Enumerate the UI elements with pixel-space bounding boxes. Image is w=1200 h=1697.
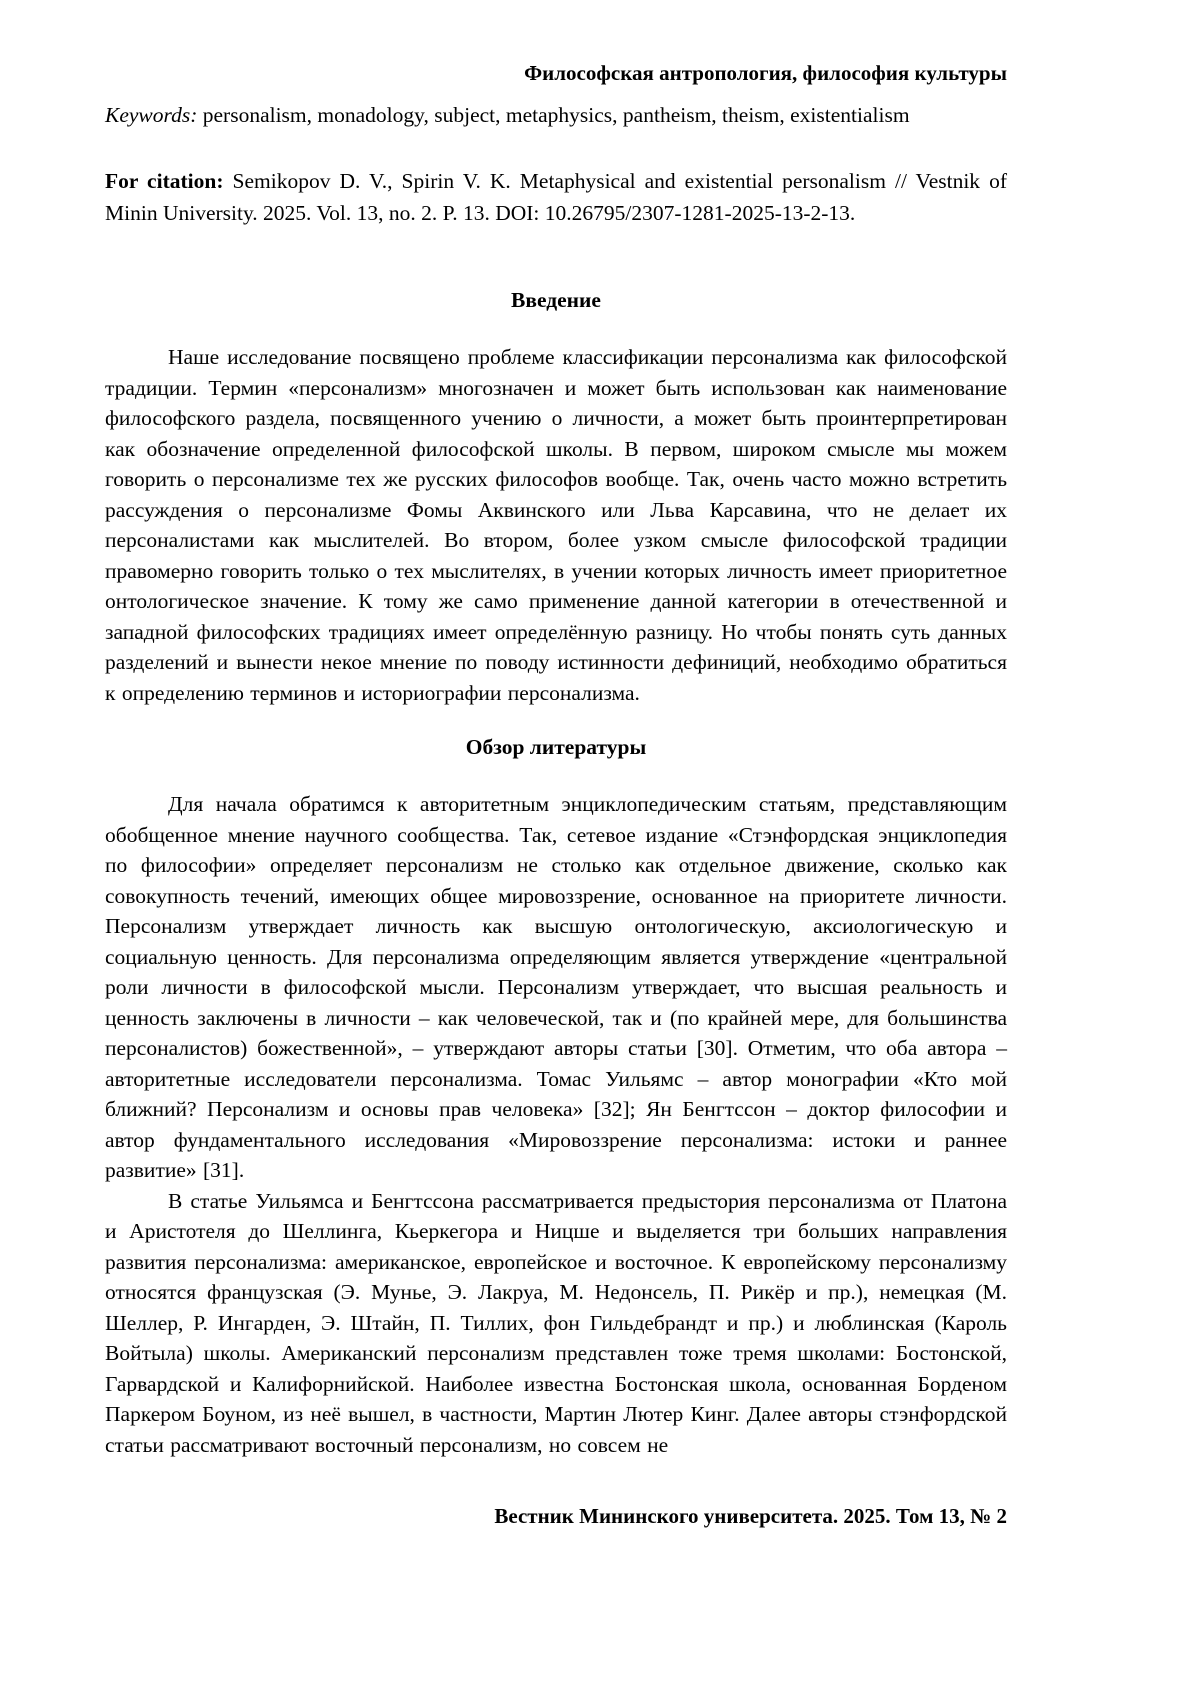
citation-label: For citation: <box>105 169 224 193</box>
page-footer: Вестник Мининского университета. 2025. Том 13, № 2 <box>494 1504 1007 1528</box>
paragraph-literature-review-1: Для начала обратимся к авторитетным энциклопедическим статьям, представляющим обобщенное мнение научного сообщества. Так, сетевое издание «Стэнфордская энциклопедия по философии» определяет персонализм не столько как отдельное движение, сколько как совокупность течений, имеющих общее мировоззрение, основанное на приоритете личности. Персонализм утверждает личность как высшую онтологическую, аксиологическую и социальную ценность. Для персонализма определяющим является утверждение «центральной роли личности в философской мысли. Персонализм утверждает, что высшая реальность и ценность заключены в личности – как человеческой, так и (по крайней мере, для большинства персоналистов) божественной», – утверждают авторы статьи [30]. Отметим, что оба автора – авторитетные исследователи персонализма. Томас Уильямс – автор монографии «Кто мой ближний? Персонализм и основы прав человека» [32]; Ян Бенгтссон – доктор философии и автор фундаментального исследования «Мировоззрение персонализма: истоки и раннее развитие» [31]. <box>105 792 1007 1182</box>
keywords-line <box>105 100 1007 131</box>
paragraph-introduction-1: Наше исследование посвящено проблеме классификации персонализма как философской традиции. Термин «персонализм» многозначен и может быть использован как наименование философского раздела, посвященного учению о личности, а может быть проинтерпретирован как обозначение определенной философской школы. В первом, широком смысле мы можем говорить о персонализме тех же русских философов вообще. Так, очень часто можно встретить рассуждения о персонализме Фомы Аквинского или Льва Карсавина, что не делает их персоналистами как мыслителей. Во втором, более узком смысле философской традиции правомерно говорить только о тех мыслителях, в учении которых личность имеет приоритетное онтологическое значение. К тому же само применение данной категории в отечественной и западной философских традициях имеет определённую разницу. Но чтобы понять суть данных разделений и вынести некое мнение по поводу истинности дефиниций, необходимо обратиться к определению терминов и историографии персонализма. <box>105 345 1007 705</box>
keywords-text: personalism, monadology, subject, metaphysics, pantheism, theism, existentialism <box>197 103 910 127</box>
running-head: Философская антропология, философия культуры <box>524 61 1007 85</box>
citation-line <box>105 165 1007 229</box>
keywords-label: Keywords: <box>105 103 198 127</box>
citation-text: Semikopov D. V., Spirin V. K. Metaphysical and existential personalism // Vestnik of Minin University. 2025. Vol. 13, no. 2. P. 13. DOI: 10.26795/2307-1281-2025-13-2-13. <box>105 169 1007 225</box>
paragraph-literature-review-2: В статье Уильямса и Бенгтссона рассматривается предыстория персонализма от Платона и Аристотеля до Шеллинга, Кьеркегора и Ницше и выделяется три больших направления развития персонализма: американское, европейское и восточное. К европейскому персонализму относятся французская (Э. Мунье, Э. Лакруа, М. Недонсель, П. Рикёр и пр.), немецкая (М. Шеллер, Р. Ингарден, Э. Штайн, П. Тиллих, фон Гильдебрандт и пр.) и люблинская (Кароль Войтыла) школы. Американский персонализм представлен тоже тремя школами: Бостонской, Гарвардской и Калифорнийской. Наиболее известна Бостонская школа, основанная Борденом Паркером Боуном, из неё вышел, в частности, Мартин Лютер Кинг. Далее авторы стэнфордской статьи рассматривают восточный персонализм, но совсем не <box>105 1188 1007 1457</box>
section-heading-literature-review: Обзор литературы <box>465 735 647 759</box>
section-heading-introduction: Введение <box>511 288 601 312</box>
